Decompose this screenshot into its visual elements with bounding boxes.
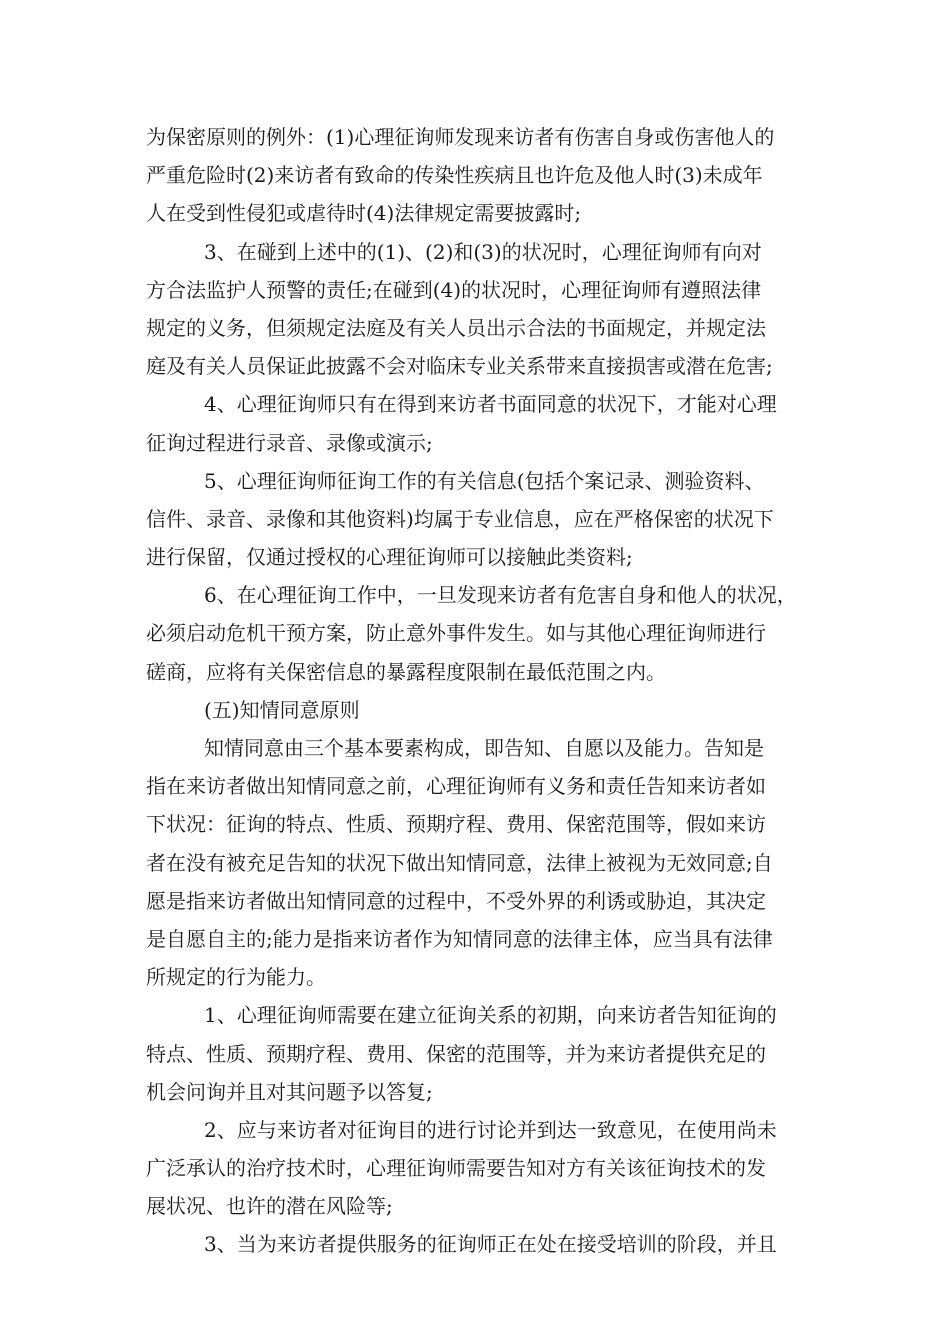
text-line: 6、在心理征询工作中，一旦发现来访者有危害自身和他人的状况， (204, 583, 797, 608)
text-line: 严重危险时(2)来访者有致命的传染性疾病且也许危及他人时(3)未成年 (146, 163, 763, 188)
text-line: 是自愿自主的;能力是指来访者作为知情同意的法律主体，应当具有法律 (146, 926, 773, 951)
text-line: 3、在碰到上述中的(1)、(2)和(3)的状况时，心理征询师有向对 (204, 239, 762, 264)
text-line: 2、应与来访者对征询目的进行讨论并到达一致意见，在使用尚未 (204, 1117, 777, 1142)
text-line: 知情同意由三个基本要素构成，即告知、自愿以及能力。告知是 (204, 736, 764, 760)
text-line: 人在受到性侵犯或虐待时(4)法律规定需要披露时; (146, 201, 582, 226)
text-line: 下状况：征询的特点、性质、预期疗程、费用、保密范围等，假如来访 (146, 812, 766, 837)
text-line: 庭及有关人员保证此披露不会对临床专业关系带来直接损害或潜在危害; (146, 354, 773, 379)
text-line: 机会问询并且对其问题予以答复; (146, 1079, 433, 1104)
text-line: 必须启动危机干预方案，防止意外事件发生。如与其他心理征询师进行 (146, 621, 766, 646)
text-line: 磋商，应将有关保密信息的暴露程度限制在最低范围之内。 (146, 659, 666, 684)
text-line: 愿是指来访者做出知情同意的过程中，不受外界的利诱或胁迫，其决定 (146, 888, 766, 913)
text-line: 4、心理征询师只有在得到来访者书面同意的状况下，才能对心理 (204, 392, 777, 417)
text-line: 信件、录音、录像和其他资料)均属于专业信息，应在严格保密的状况下 (146, 506, 774, 531)
text-line: 征询过程进行录音、录像或演示; (146, 430, 433, 455)
text-line: 1、心理征询师需要在建立征询关系的初期，向来访者告知征询的 (204, 1003, 777, 1028)
text-line: (五)知情同意原则 (204, 697, 360, 722)
text-line: 规定的义务，但须规定法庭及有关人员出示合法的书面规定，并规定法 (146, 315, 766, 340)
text-line: 为保密原则的例外：(1)心理征询师发现来访者有伤害自身或伤害他人的 (146, 125, 775, 149)
document-body (146, 118, 806, 1264)
text-line: 展状况、也许的潜在风险等; (146, 1194, 393, 1219)
text-line: 广泛承认的治疗技术时，心理征询师需要告知对方有关该征询技术的发 (146, 1156, 766, 1181)
text-line: 特点、性质、预期疗程、费用、保密的范围等，并为来访者提供充足的 (146, 1041, 766, 1066)
text-line: 指在来访者做出知情同意之前，心理征询师有义务和责任告知来访者如 (146, 774, 766, 799)
text-line: 进行保留，仅通过授权的心理征询师可以接触此类资料; (146, 545, 633, 570)
text-line: 5、心理征询师征询工作的有关信息(包括个案记录、测验资料、 (204, 468, 765, 493)
text-line: 3、当为来访者提供服务的征询师正在处在接受培训的阶段，并且 (204, 1232, 777, 1257)
text-line: 所规定的行为能力。 (146, 965, 326, 990)
text-line: 者在没有被充足告知的状况下做出知情同意，法律上被视为无效同意;自 (146, 850, 773, 875)
text-line: 方合法监护人预警的责任;在碰到(4)的状况时，心理征询师有遵照法律 (146, 277, 762, 302)
